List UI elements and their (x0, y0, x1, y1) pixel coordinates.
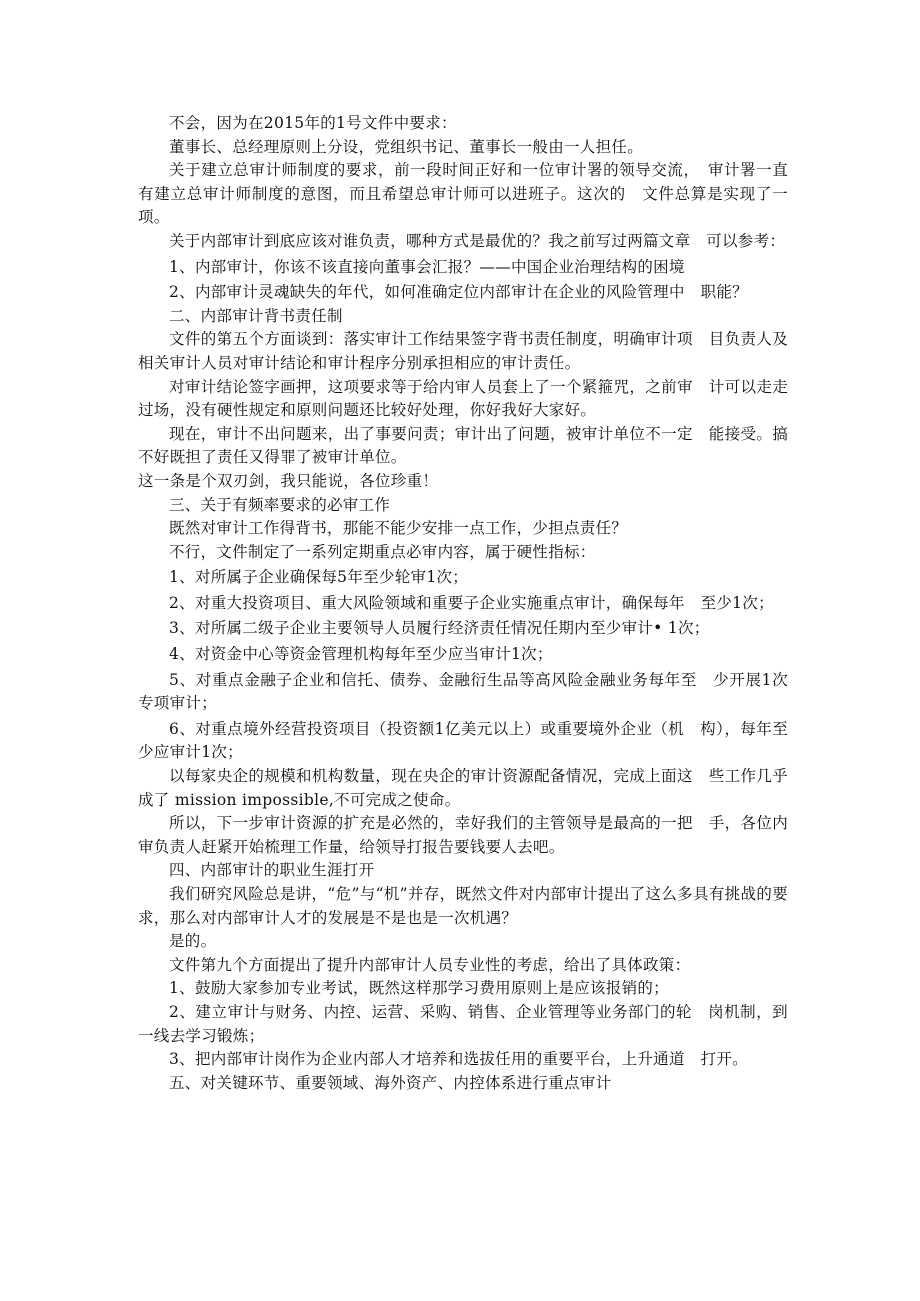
section-heading: 二、内部审计背书责任制 (169, 306, 343, 325)
list-item: 4、对资金中心等资金管理机构每年至少应当审计1次； (169, 645, 553, 664)
paragraph: 关于内部审计到底应该对谁负责，哪种方式是最优的？我之前写过两篇文章 可以参考： (169, 231, 786, 250)
list-item: 1、内部审计，你该不该直接向董事会汇报？——中国企业治理结构的困境 (169, 257, 685, 276)
list-item: 3、对所属二级子企业主要领导人员履行经济责任情况任期内至少审计• 1次； (169, 619, 710, 638)
section-heading: 三、关于有频率要求的必审工作 (169, 495, 391, 514)
paragraph: 不行，文件制定了一系列定期重点必审内容，属于硬性指标： (169, 542, 596, 561)
paragraph: 文件第九个方面提出了提升内部审计人员专业性的考虑，给出了具体政策： (169, 955, 691, 974)
section-heading: 五、对关键环节、重要领域、海外资产、内控体系进行重点审计 (169, 1073, 612, 1092)
list-item: 2、内部审计灵魂缺失的年代，如何准确定位内部审计在企业的风险管理中 职能？ (169, 283, 748, 302)
paragraph: 是的。 (169, 932, 217, 951)
paragraph: 董事长、总经理原则上分设，党组织书记、董事长一般由一人担任。 (169, 137, 644, 156)
paragraph: 既然对审计工作得背书，那能不能少安排一点工作，少担点责任？ (169, 519, 628, 538)
list-item: 6、对重点境外经营投资项目（投资额1亿美元以上）或重要境外企业（机 构），每年至少应审计1次； (138, 719, 788, 762)
paragraph: 关于建立总审计师制度的要求，前一段时间正好和一位审计署的领导交流， 审计署一直有建立总审计师制度的意图，而且希望总审计师可以进班子。这次的 文件总算是实现了一项。 (138, 161, 788, 227)
section-heading: 四、内部审计的职业生涯打开 (169, 861, 375, 880)
list-item: 1、鼓励大家参加专业考试，既然这样那学习费用原则上是应该报销的； (169, 979, 669, 998)
paragraph: 现在，审计不出问题来，出了事要问责；审计出了问题，被审计单位不一定 能接受。搞不好既担了责任又得罪了被审计单位。 (138, 424, 788, 467)
list-item: 2、对重大投资项目、重大风险领域和重要子企业实施重点审计，确保每年 至少1次； (169, 593, 774, 612)
list-item: 3、把内部审计岗作为企业内部人才培养和选拔任用的重要平台，上升通道 打开。 (169, 1050, 748, 1069)
list-item: 2、建立审计与财务、内控、运营、采购、销售、企业管理等业务部门的轮 岗机制，到一线去学习锻炼； (138, 1002, 788, 1045)
document-body (138, 112, 788, 1095)
paragraph: 这一条是个双刃剑，我只能说，各位珍重！ (138, 471, 439, 490)
paragraph: 以每家央企的规模和机构数量，现在央企的审计资源配备情况，完成上面这 些工作几乎成了 mission impossible,不可完成之使命。 (138, 767, 788, 809)
list-item: 1、对所属子企业确保每5年至少轮审1次； (169, 568, 469, 587)
paragraph: 不会，因为在2015年的1号文件中要求： (169, 114, 457, 132)
list-item: 5、对重点金融子企业和信托、债券、金融衍生品等高风险金融业务每年至 少开展1次专项审计； (138, 670, 788, 713)
paragraph: 文件的第五个方面谈到：落实审计工作结果签字背书责任制度，明确审计项 目负责人及相关审计人员对审计结论和审计程序分别承担相应的审计责任。 (138, 330, 788, 372)
paragraph: 我们研究风险总是讲，“危”与“机”并存，既然文件对内部审计提出了这么多具有挑战的要求，那么对内部审计人才的发展是不是也是一次机遇？ (138, 885, 788, 927)
paragraph: 对审计结论签字画押，这项要求等于给内审人员套上了一个紧箍咒，之前审 计可以走走过场，没有硬性规定和原则问题还比较好处理，你好我好大家好。 (138, 377, 788, 420)
paragraph: 所以，下一步审计资源的扩充是必然的，幸好我们的主管领导是最高的一把 手，各位内审负责人赶紧开始梳理工作量，给领导打报告要钱要人去吧。 (138, 814, 788, 856)
